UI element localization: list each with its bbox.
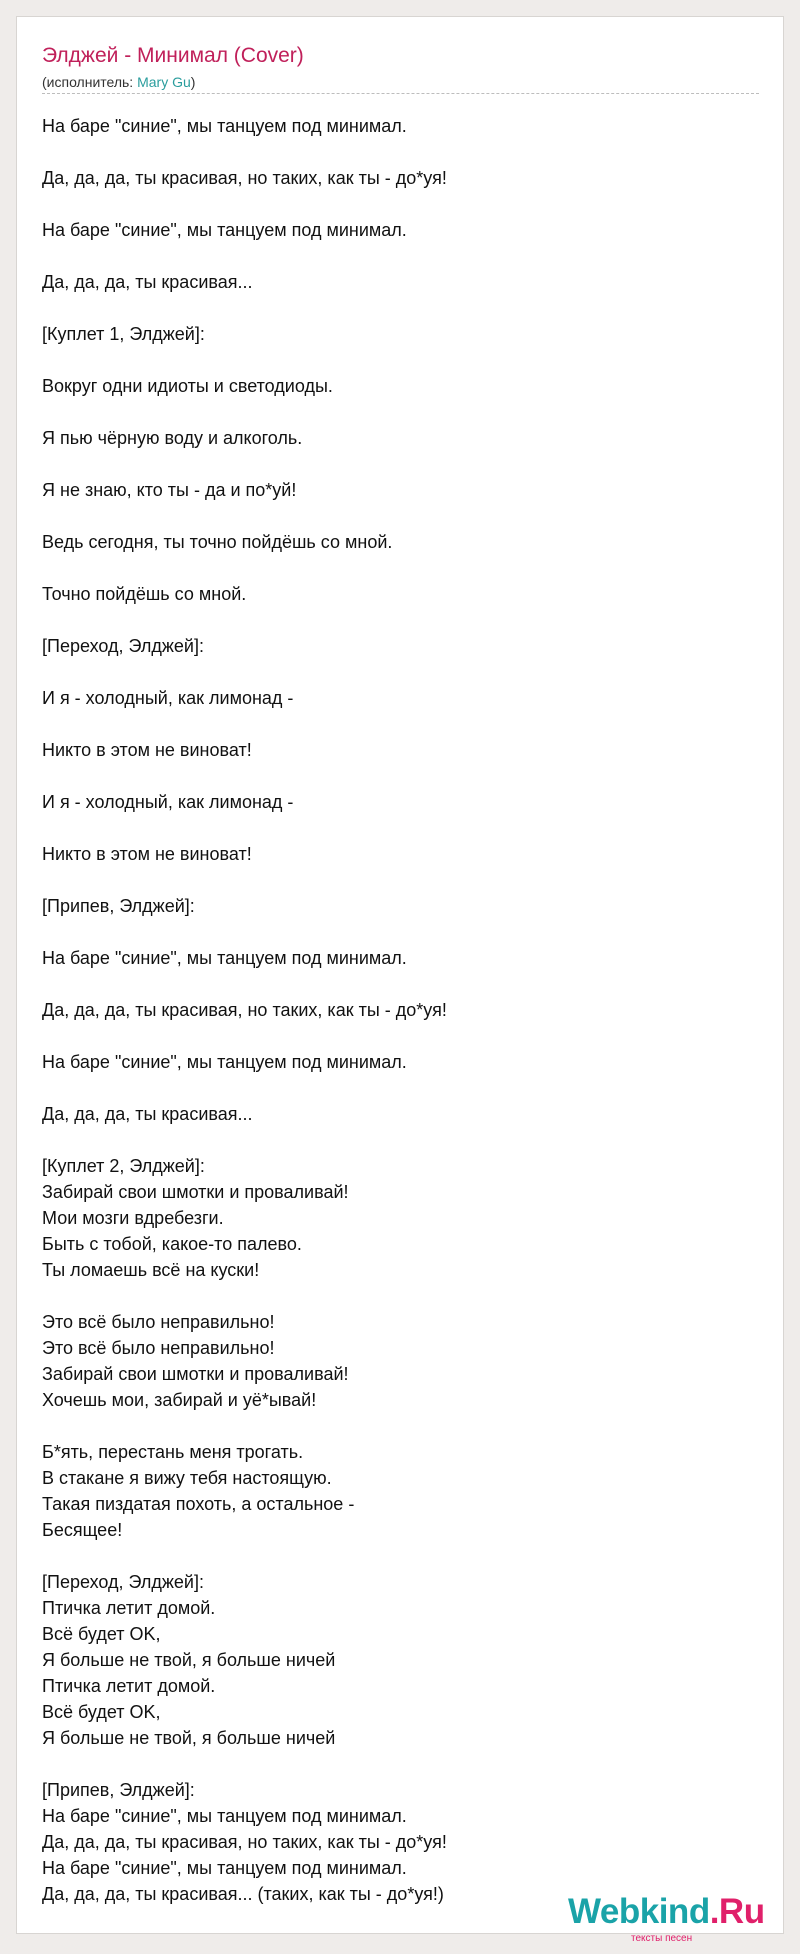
lyric-line: [Куплет 2, Элджей]: [42,1156,205,1176]
performer-prefix: (исполнитель: [42,74,138,90]
lyric-line: На баре "синие", мы танцуем под минимал. [42,1858,407,1878]
lyric-line: Никто в этом не виноват! [42,844,252,864]
artist-link[interactable]: Mary Gu [137,74,191,90]
lyric-line: Бесящее! [42,1520,123,1540]
lyric-line: Я пью чёрную воду и алкоголь. [42,428,303,448]
lyric-line: Ведь сегодня, ты точно пойдёшь со мной. [42,532,393,552]
lyric-line: Мои мозги вдребезги. [42,1208,224,1228]
stanza-gap [42,1543,742,1569]
lyric-line: Это всё было неправильно! [42,1312,275,1332]
performer-suffix: ) [190,74,196,90]
lyric-line: Б*ять, перестань меня трогать. [42,1442,304,1462]
stanza-gap [42,1283,742,1309]
lyric-line: На баре "синие", мы танцуем под минимал. [42,1052,407,1072]
lyric-line: Да, да, да, ты красивая, но таких, как ты - до*уя! [42,1832,447,1852]
lyric-line: [Припев, Элджей]: [42,1780,195,1800]
lyric-line: На баре "синие", мы танцуем под минимал. [42,116,407,136]
lyric-line: Птичка летит домой. [42,1598,216,1618]
lyric-line: Да, да, да, ты красивая... [42,1104,253,1124]
logo-tld-text: .Ru [709,1892,765,1931]
lyric-line: И я - холодный, как лимонад - [42,688,294,708]
lyric-line: И я - холодный, как лимонад - [42,792,294,812]
lyric-line: Никто в этом не виноват! [42,740,252,760]
lyric-line: Забирай свои шмотки и проваливай! [42,1182,349,1202]
lyric-line: На баре "синие", мы танцуем под минимал. [42,1806,407,1826]
lyric-line: Это всё было неправильно! [42,1338,275,1358]
lyric-line: Да, да, да, ты красивая... (таких, как ты - до*уя!) [42,1884,444,1904]
lyrics-spaced-section [42,113,742,1127]
lyric-line: Всё будет OK, [42,1624,161,1644]
lyrics-page [16,16,784,1934]
lyric-line: Я не знаю, кто ты - да и по*уй! [42,480,297,500]
logo-main-text: Webkind [568,1892,710,1931]
lyric-line: Такая пиздатая похоть, а остальное - [42,1494,355,1514]
lyric-line: Я больше не твой, я больше ничей [42,1728,336,1748]
lyric-line: Точно пойдёшь со мной. [42,584,247,604]
lyric-line: Хочешь мои, забирай и уё*ывай! [42,1390,317,1410]
lyric-line: На баре "синие", мы танцуем под минимал. [42,948,407,968]
lyric-line: В стакане я вижу тебя настоящую. [42,1468,332,1488]
lyric-line: Да, да, да, ты красивая... [42,272,253,292]
lyric-line: На баре "синие", мы танцуем под минимал. [42,220,407,240]
lyric-line: Забирай свои шмотки и проваливай! [42,1364,349,1384]
lyric-line: Да, да, да, ты красивая, но таких, как ты - до*уя! [42,168,447,188]
lyric-line: Ты ломаешь всё на куски! [42,1260,260,1280]
lyrics-dense-section [42,1153,742,1907]
title-divider [42,93,759,94]
lyric-line: Вокруг одни идиоты и светодиоды. [42,376,333,396]
lyric-line: [Припев, Элджей]: [42,896,195,916]
stanza-gap [42,1413,742,1439]
lyric-line: Птичка летит домой. [42,1676,216,1696]
performer-line [42,74,195,90]
lyric-line: Быть с тобой, какое-то палево. [42,1234,302,1254]
logo-tagline: тексты песен [631,1933,693,1944]
song-title: Элджей - Минимал (Cover) [42,44,304,67]
lyric-line: Я больше не твой, я больше ничей [42,1650,336,1670]
stanza-gap [42,1751,742,1777]
lyric-line: [Переход, Элджей]: [42,636,204,656]
lyrics-text [42,113,742,1907]
lyric-line: Всё будет OK, [42,1702,161,1722]
lyric-line: Да, да, да, ты красивая, но таких, как ты - до*уя! [42,1000,447,1020]
logo-wordmark [568,1894,765,1929]
lyric-line: [Переход, Элджей]: [42,1572,204,1592]
webkind-logo[interactable] [568,1894,765,1954]
lyric-line: [Куплет 1, Элджей]: [42,324,205,344]
